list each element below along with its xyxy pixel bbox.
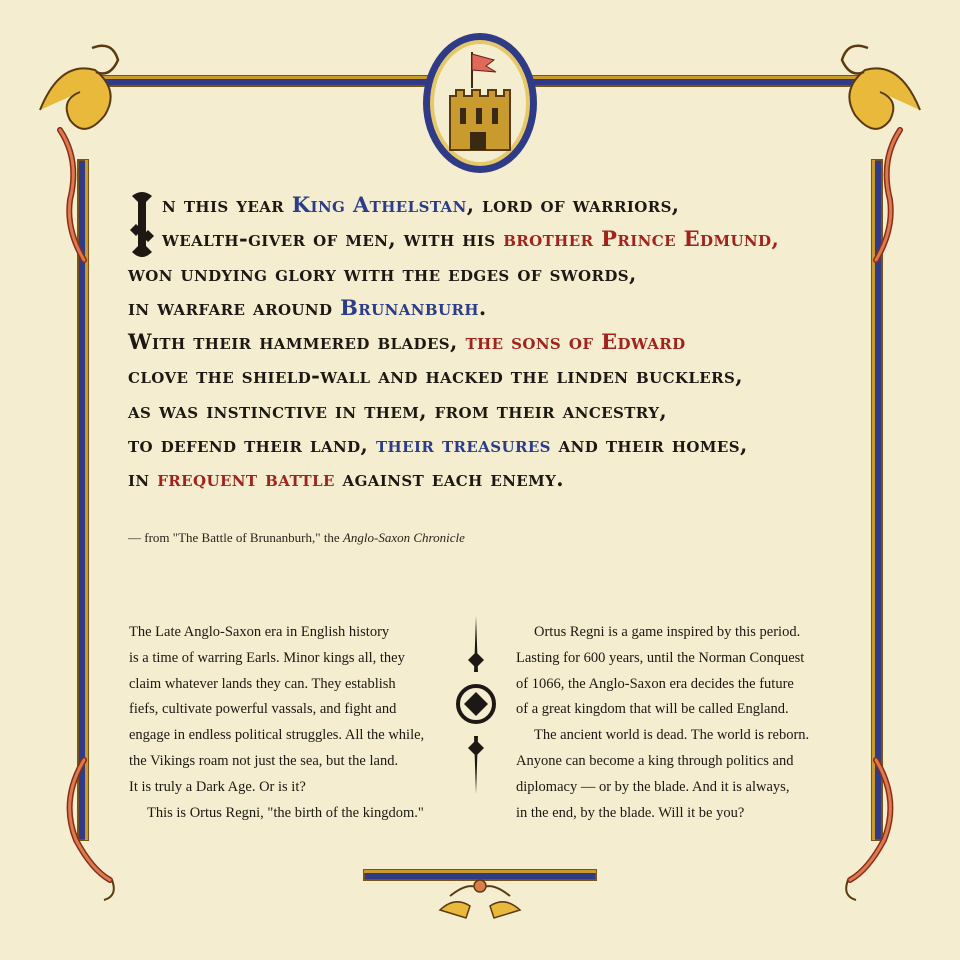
paragraph-line: of 1066, the Anglo-Saxon era decides the future xyxy=(516,675,794,692)
poem-line-9: in frequent battle against each enemy. xyxy=(128,466,564,492)
paragraph-line: The Late Anglo-Saxon era in English history xyxy=(129,624,390,640)
highlight-prince-edmund: brother Prince Edmund, xyxy=(503,226,780,252)
highlight-sons-of-edward: the sons of Edward xyxy=(465,329,686,355)
flourish-corner-icon xyxy=(440,880,520,918)
paragraph-line: Anyone can become a king through politics and xyxy=(516,752,794,769)
poem-block xyxy=(128,188,888,497)
castle-tower-icon xyxy=(420,30,540,176)
poem-line-8: to defend their land, their treasures and their homes, xyxy=(128,432,748,458)
poem-line-1: n this year King Athelstan, lord of warriors, xyxy=(162,192,680,217)
paragraph-line: Lasting for 600 years, until the Norman Conquest xyxy=(516,649,805,666)
citation-work: Anglo-Saxon Chronicle xyxy=(342,530,465,545)
poem-line-4: in warfare around Brunanburh. xyxy=(128,294,487,320)
flourish-corner-icon xyxy=(70,760,114,900)
flourish-corner-icon xyxy=(846,760,890,900)
paragraph-line: engage in endless political struggles. All the while, xyxy=(129,727,425,744)
paragraph-line: Ortus Regni is a game inspired by this period. xyxy=(534,624,801,640)
paragraph-line: fiefs, cultivate powerful vassals, and fight and xyxy=(129,701,397,718)
poem-line-7: as was instinctive in them, from their ancestry, xyxy=(128,397,668,423)
citation: — from "The Battle of Brunanburh," the Anglo-Saxon Chronicle xyxy=(128,530,465,545)
cross-divider-icon xyxy=(452,612,500,802)
paragraph-line: This is Ortus Regni, "the birth of the kingdom." xyxy=(147,804,424,821)
paragraph-line: The ancient world is dead. The world is reborn. xyxy=(534,727,810,744)
paragraph-line: It is truly a Dark Age. Or is it? xyxy=(129,778,306,795)
poem-line-5: With their hammered blades, the sons of Edward xyxy=(128,329,686,355)
highlight-frequent-battle: frequent battle xyxy=(157,466,335,492)
poem-line-2: wealth-giver of men, with his brother Prince Edmund, xyxy=(162,226,780,252)
paragraph-line: is a time of warring Earls. Minor kings all, they xyxy=(129,649,405,666)
dropcap-ornament-icon xyxy=(126,190,158,262)
poem-line-6: clove the shield-wall and hacked the linden bucklers, xyxy=(128,363,743,389)
poem-line-3: won undying glory with the edges of swords, xyxy=(128,260,637,286)
paragraph-line: the Vikings roam not just the sea, but the land. xyxy=(129,752,399,769)
intro-column-left xyxy=(129,620,424,826)
intro-column-right xyxy=(516,620,809,826)
highlight-brunanburh: Brunanburh xyxy=(340,294,479,320)
highlight-treasures: their treasures xyxy=(375,432,551,458)
paragraph-line: in the end, by the blade. Will it be you? xyxy=(516,804,745,821)
paragraph-line: of a great kingdom that will be called England. xyxy=(516,701,789,718)
highlight-king-athelstan: King Athelstan xyxy=(291,192,467,217)
paragraph-line: diplomacy — or by the blade. And it is always, xyxy=(516,778,790,795)
paragraph-line: claim whatever lands they can. They establish xyxy=(129,675,396,692)
